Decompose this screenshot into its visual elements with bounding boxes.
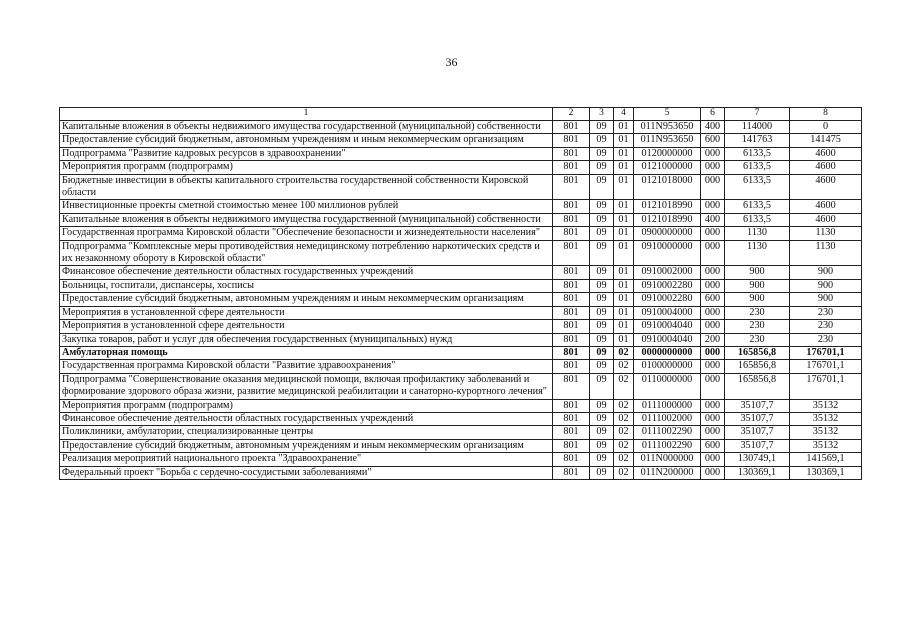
row-target-code-cell: 0111000000 (634, 399, 701, 412)
table-row (60, 227, 862, 240)
row-expense-type-cell: 600 (701, 439, 725, 452)
row-subsection-cell: 01 (614, 333, 634, 346)
table-row (60, 346, 862, 359)
table-row (60, 320, 862, 333)
row-target-code-cell: 0910000000 (634, 240, 701, 266)
row-target-code-cell: 0910004040 (634, 333, 701, 346)
row-target-code-cell: 011N953650 (634, 134, 701, 147)
row-ved-cell: 801 (553, 279, 590, 292)
row-amount-1-cell: 165856,8 (725, 373, 790, 399)
row-section-cell: 09 (590, 266, 614, 279)
row-ved-cell: 801 (553, 333, 590, 346)
row-section-cell: 09 (590, 333, 614, 346)
row-subsection-cell: 01 (614, 121, 634, 134)
row-target-code-cell: 0910004040 (634, 320, 701, 333)
table-row (60, 174, 862, 200)
header-cell: 5 (634, 108, 701, 121)
row-ved-cell: 801 (553, 134, 590, 147)
row-subsection-cell: 01 (614, 213, 634, 226)
row-amount-2-cell: 900 (790, 279, 862, 292)
row-name-cell: Государственная программа Кировской области "Развитие здравоохранения" (60, 360, 553, 373)
row-subsection-cell: 02 (614, 412, 634, 425)
row-expense-type-cell: 000 (701, 426, 725, 439)
row-amount-2-cell: 4600 (790, 147, 862, 160)
table-row (60, 293, 862, 306)
table-row (60, 213, 862, 226)
row-amount-2-cell: 141475 (790, 134, 862, 147)
row-subsection-cell: 01 (614, 240, 634, 266)
header-cell: 7 (725, 108, 790, 121)
row-subsection-cell: 02 (614, 439, 634, 452)
row-ved-cell: 801 (553, 466, 590, 479)
row-target-code-cell: 011N000000 (634, 453, 701, 466)
row-ved-cell: 801 (553, 373, 590, 399)
row-amount-1-cell: 230 (725, 306, 790, 319)
row-expense-type-cell: 000 (701, 200, 725, 213)
row-name-cell: Закупка товаров, работ и услуг для обеспечения государственных (муниципальных) нужд (60, 333, 553, 346)
row-target-code-cell: 0121018000 (634, 174, 701, 200)
row-ved-cell: 801 (553, 147, 590, 160)
table-header-row (60, 108, 862, 121)
row-amount-2-cell: 4600 (790, 161, 862, 174)
row-amount-1-cell: 165856,8 (725, 346, 790, 359)
row-name-cell: Подпрограмма "Комплексные меры противодействия немедицинскому потреблению наркотических средств и их незаконному обороту в Кировской области" (60, 240, 553, 266)
table-row (60, 373, 862, 399)
table-row (60, 200, 862, 213)
table-row (60, 439, 862, 452)
row-amount-2-cell: 35132 (790, 426, 862, 439)
row-section-cell: 09 (590, 320, 614, 333)
header-cell: 8 (790, 108, 862, 121)
row-amount-1-cell: 230 (725, 320, 790, 333)
row-name-cell: Мероприятия программ (подпрограмм) (60, 399, 553, 412)
row-name-cell: Реализация мероприятий национального проекта "Здравоохранение" (60, 453, 553, 466)
row-target-code-cell: 0121018990 (634, 213, 701, 226)
table-row (60, 121, 862, 134)
row-target-code-cell: 0910002280 (634, 279, 701, 292)
row-expense-type-cell: 000 (701, 320, 725, 333)
row-amount-2-cell: 130369,1 (790, 466, 862, 479)
row-amount-1-cell: 35107,7 (725, 439, 790, 452)
row-amount-2-cell: 0 (790, 121, 862, 134)
row-amount-1-cell: 230 (725, 333, 790, 346)
row-ved-cell: 801 (553, 453, 590, 466)
row-amount-1-cell: 1130 (725, 240, 790, 266)
row-expense-type-cell: 400 (701, 121, 725, 134)
row-ved-cell: 801 (553, 439, 590, 452)
row-ved-cell: 801 (553, 174, 590, 200)
row-expense-type-cell: 000 (701, 266, 725, 279)
row-ved-cell: 801 (553, 121, 590, 134)
row-target-code-cell: 011N200000 (634, 466, 701, 479)
row-name-cell: Бюджетные инвестиции в объекты капитального строительства государственной собственности Кировской области (60, 174, 553, 200)
row-ved-cell: 801 (553, 306, 590, 319)
row-ved-cell: 801 (553, 426, 590, 439)
row-section-cell: 09 (590, 174, 614, 200)
row-amount-2-cell: 35132 (790, 399, 862, 412)
row-amount-1-cell: 130369,1 (725, 466, 790, 479)
row-expense-type-cell: 600 (701, 134, 725, 147)
row-target-code-cell: 0110000000 (634, 373, 701, 399)
row-section-cell: 09 (590, 453, 614, 466)
table-row (60, 333, 862, 346)
row-subsection-cell: 02 (614, 360, 634, 373)
row-name-cell: Федеральный проект "Борьба с сердечно-сосудистыми заболеваниями" (60, 466, 553, 479)
row-target-code-cell: 0120000000 (634, 147, 701, 160)
row-section-cell: 09 (590, 161, 614, 174)
row-subsection-cell: 01 (614, 279, 634, 292)
row-section-cell: 09 (590, 200, 614, 213)
row-target-code-cell: 0100000000 (634, 360, 701, 373)
row-expense-type-cell: 000 (701, 453, 725, 466)
row-amount-1-cell: 141763 (725, 134, 790, 147)
table-row (60, 266, 862, 279)
row-amount-1-cell: 114000 (725, 121, 790, 134)
row-expense-type-cell: 000 (701, 279, 725, 292)
row-name-cell: Предоставление субсидий бюджетным, автономным учреждениям и иным некоммерческим организациям (60, 439, 553, 452)
row-expense-type-cell: 000 (701, 346, 725, 359)
row-amount-1-cell: 35107,7 (725, 399, 790, 412)
row-subsection-cell: 02 (614, 426, 634, 439)
row-section-cell: 09 (590, 346, 614, 359)
page-number: 36 (445, 55, 458, 69)
table-row (60, 426, 862, 439)
row-target-code-cell: 0910002000 (634, 266, 701, 279)
row-section-cell: 09 (590, 240, 614, 266)
row-section-cell: 09 (590, 412, 614, 425)
row-name-cell: Предоставление субсидий бюджетным, автономным учреждениям и иным некоммерческим организациям (60, 293, 553, 306)
row-amount-1-cell: 6133,5 (725, 161, 790, 174)
row-expense-type-cell: 400 (701, 213, 725, 226)
table-row (60, 147, 862, 160)
row-expense-type-cell: 000 (701, 399, 725, 412)
row-target-code-cell: 0111002000 (634, 412, 701, 425)
row-amount-2-cell: 35132 (790, 412, 862, 425)
row-target-code-cell: 0121018990 (634, 200, 701, 213)
row-subsection-cell: 01 (614, 293, 634, 306)
row-subsection-cell: 01 (614, 134, 634, 147)
row-amount-2-cell: 900 (790, 293, 862, 306)
row-ved-cell: 801 (553, 227, 590, 240)
row-amount-1-cell: 900 (725, 279, 790, 292)
row-amount-2-cell: 176701,1 (790, 360, 862, 373)
table-row (60, 306, 862, 319)
row-name-cell: Финансовое обеспечение деятельности областных государственных учреждений (60, 266, 553, 279)
row-expense-type-cell: 600 (701, 293, 725, 306)
row-section-cell: 09 (590, 466, 614, 479)
row-name-cell: Подпрограмма "Развитие кадровых ресурсов в здравоохранении" (60, 147, 553, 160)
row-subsection-cell: 01 (614, 306, 634, 319)
row-subsection-cell: 02 (614, 399, 634, 412)
row-target-code-cell: 0000000000 (634, 346, 701, 359)
row-expense-type-cell: 000 (701, 360, 725, 373)
row-subsection-cell: 02 (614, 453, 634, 466)
row-name-cell: Подпрограмма "Совершенствование оказания медицинской помощи, включая профилактику заболеваний и формирование здорового образа жизни, развитие медицинской реабилитации и санаторно-курортного лечения" (60, 373, 553, 399)
row-subsection-cell: 02 (614, 346, 634, 359)
row-name-cell: Мероприятия в установленной сфере деятельности (60, 306, 553, 319)
row-amount-2-cell: 176701,1 (790, 373, 862, 399)
row-subsection-cell: 01 (614, 320, 634, 333)
header-cell: 3 (590, 108, 614, 121)
row-amount-2-cell: 1130 (790, 227, 862, 240)
row-ved-cell: 801 (553, 240, 590, 266)
table-row (60, 134, 862, 147)
row-amount-1-cell: 6133,5 (725, 213, 790, 226)
row-amount-2-cell: 35132 (790, 439, 862, 452)
row-subsection-cell: 01 (614, 266, 634, 279)
row-ved-cell: 801 (553, 360, 590, 373)
row-ved-cell: 801 (553, 293, 590, 306)
table-row (60, 360, 862, 373)
row-ved-cell: 801 (553, 412, 590, 425)
row-subsection-cell: 02 (614, 373, 634, 399)
row-amount-2-cell: 141569,1 (790, 453, 862, 466)
table-row (60, 240, 862, 266)
table-row (60, 412, 862, 425)
row-target-code-cell: 0900000000 (634, 227, 701, 240)
row-name-cell: Поликлиники, амбулатории, специализированные центры (60, 426, 553, 439)
row-section-cell: 09 (590, 293, 614, 306)
header-cell: 6 (701, 108, 725, 121)
row-section-cell: 09 (590, 147, 614, 160)
row-target-code-cell: 011N953650 (634, 121, 701, 134)
row-expense-type-cell: 000 (701, 227, 725, 240)
row-name-cell: Капитальные вложения в объекты недвижимого имущества государственной (муниципальной) собственности (60, 213, 553, 226)
row-ved-cell: 801 (553, 200, 590, 213)
row-ved-cell: 801 (553, 266, 590, 279)
row-section-cell: 09 (590, 121, 614, 134)
row-amount-2-cell: 4600 (790, 174, 862, 200)
row-section-cell: 09 (590, 399, 614, 412)
budget-table (59, 107, 862, 480)
row-section-cell: 09 (590, 213, 614, 226)
row-expense-type-cell: 200 (701, 333, 725, 346)
row-amount-1-cell: 165856,8 (725, 360, 790, 373)
row-expense-type-cell: 000 (701, 174, 725, 200)
row-expense-type-cell: 000 (701, 373, 725, 399)
row-amount-1-cell: 900 (725, 266, 790, 279)
row-section-cell: 09 (590, 439, 614, 452)
row-target-code-cell: 0910002280 (634, 293, 701, 306)
row-amount-1-cell: 1130 (725, 227, 790, 240)
row-amount-2-cell: 176701,1 (790, 346, 862, 359)
row-section-cell: 09 (590, 279, 614, 292)
row-section-cell: 09 (590, 360, 614, 373)
row-name-cell: Мероприятия в установленной сфере деятельности (60, 320, 553, 333)
row-name-cell: Государственная программа Кировской области "Обеспечение безопасности и жизнедеятельности населения" (60, 227, 553, 240)
row-amount-2-cell: 230 (790, 333, 862, 346)
header-cell: 1 (60, 108, 553, 121)
row-amount-1-cell: 6133,5 (725, 147, 790, 160)
table-row (60, 161, 862, 174)
row-amount-1-cell: 6133,5 (725, 200, 790, 213)
row-ved-cell: 801 (553, 399, 590, 412)
row-name-cell: Амбулаторная помощь (60, 346, 553, 359)
row-amount-2-cell: 4600 (790, 213, 862, 226)
row-section-cell: 09 (590, 306, 614, 319)
row-expense-type-cell: 000 (701, 240, 725, 266)
row-expense-type-cell: 000 (701, 161, 725, 174)
row-name-cell: Мероприятия программ (подпрограмм) (60, 161, 553, 174)
row-name-cell: Больницы, госпитали, диспансеры, хосписы (60, 279, 553, 292)
row-section-cell: 09 (590, 134, 614, 147)
row-name-cell: Инвестиционные проекты сметной стоимостью менее 100 миллионов рублей (60, 200, 553, 213)
header-cell: 2 (553, 108, 590, 121)
row-name-cell: Капитальные вложения в объекты недвижимого имущества государственной (муниципальной) собственности (60, 121, 553, 134)
row-ved-cell: 801 (553, 161, 590, 174)
row-amount-1-cell: 35107,7 (725, 412, 790, 425)
row-amount-2-cell: 4600 (790, 200, 862, 213)
row-subsection-cell: 02 (614, 466, 634, 479)
row-expense-type-cell: 000 (701, 147, 725, 160)
row-subsection-cell: 01 (614, 147, 634, 160)
row-target-code-cell: 0121000000 (634, 161, 701, 174)
row-subsection-cell: 01 (614, 200, 634, 213)
row-section-cell: 09 (590, 373, 614, 399)
row-subsection-cell: 01 (614, 161, 634, 174)
row-amount-1-cell: 900 (725, 293, 790, 306)
row-target-code-cell: 0910004000 (634, 306, 701, 319)
row-expense-type-cell: 000 (701, 412, 725, 425)
row-amount-1-cell: 130749,1 (725, 453, 790, 466)
table-row (60, 399, 862, 412)
row-target-code-cell: 0111002290 (634, 439, 701, 452)
row-expense-type-cell: 000 (701, 306, 725, 319)
row-amount-2-cell: 230 (790, 306, 862, 319)
row-target-code-cell: 0111002290 (634, 426, 701, 439)
table-row (60, 466, 862, 479)
row-expense-type-cell: 000 (701, 466, 725, 479)
row-subsection-cell: 01 (614, 174, 634, 200)
row-ved-cell: 801 (553, 346, 590, 359)
row-section-cell: 09 (590, 227, 614, 240)
row-amount-1-cell: 6133,5 (725, 174, 790, 200)
header-cell: 4 (614, 108, 634, 121)
row-name-cell: Финансовое обеспечение деятельности областных государственных учреждений (60, 412, 553, 425)
row-amount-1-cell: 35107,7 (725, 426, 790, 439)
row-subsection-cell: 01 (614, 227, 634, 240)
table-body (60, 108, 862, 480)
row-amount-2-cell: 230 (790, 320, 862, 333)
row-ved-cell: 801 (553, 213, 590, 226)
table-row (60, 279, 862, 292)
row-amount-2-cell: 900 (790, 266, 862, 279)
row-name-cell: Предоставление субсидий бюджетным, автономным учреждениям и иным некоммерческим организациям (60, 134, 553, 147)
table-row (60, 453, 862, 466)
row-section-cell: 09 (590, 426, 614, 439)
row-ved-cell: 801 (553, 320, 590, 333)
row-amount-2-cell: 1130 (790, 240, 862, 266)
